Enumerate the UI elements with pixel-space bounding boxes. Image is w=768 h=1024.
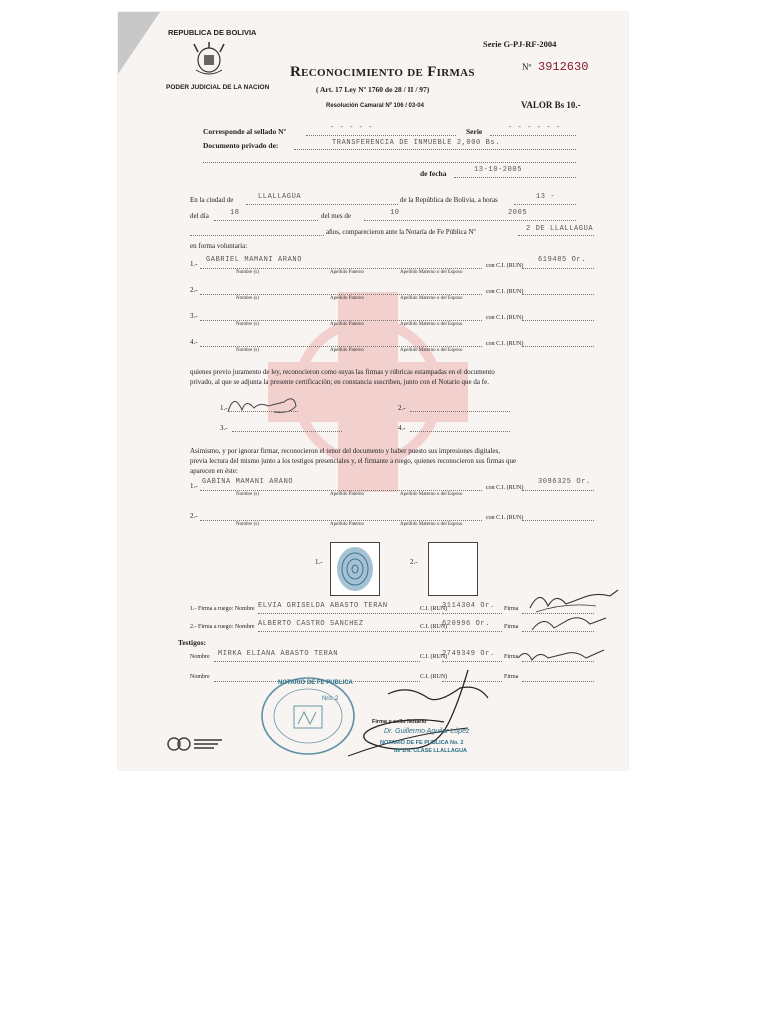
ci-label: con C.I. (RUN) [486, 341, 524, 347]
series-code: Serie G-PJ-RF-2004 [483, 39, 557, 49]
testigo-label: Nombre [190, 654, 210, 660]
notary-seal [258, 674, 358, 758]
ruego-ci: 620996 Or. [442, 620, 491, 628]
firma-label: Firma [504, 674, 519, 680]
materno-caption: Apellido Materno o del Esposo [400, 296, 463, 301]
list-item [118, 332, 628, 356]
mes-label: del mes de [321, 212, 351, 220]
row-number: 3.- [190, 312, 198, 320]
serial-number: 3912630 [538, 60, 589, 74]
row-number: 2.- [190, 286, 198, 294]
signature-1 [224, 390, 304, 420]
nombres-caption: Nombre (s) [236, 348, 259, 353]
paterno-caption: Apellido Paterno [330, 322, 365, 327]
dia-label: del día [190, 212, 209, 220]
notario-title-1: NOTARIO DE FE PUBLICA No. 2 [380, 740, 464, 746]
ruego-label: 2.- Firma a ruego: Nombre [190, 624, 255, 630]
list-item [118, 306, 628, 330]
fecha-label: de fecha [420, 169, 447, 178]
firma-number: 4.- [398, 424, 406, 432]
row-number: 1.- [190, 482, 198, 490]
juramento-line: quienes previo juramento de ley, reconocieron como suyas las firmas y rúbricas estampadas en el documento [190, 368, 495, 376]
seal-number: Nro. 2 [322, 696, 339, 702]
impresion-name: GABINA MAMANI ARANO [202, 478, 294, 486]
list-item [118, 254, 628, 278]
ruego-label: 1.- Firma a ruego: Nombre [190, 606, 255, 612]
dia-value: 18 [230, 209, 240, 217]
country-name: REPUBLICA DE BOLIVIA [168, 28, 257, 37]
list-item [118, 476, 628, 500]
ci-label: con C.I. (RUN) [486, 485, 524, 491]
firma-number: 1.- [220, 404, 228, 412]
documento-value: TRANSFERENCIA DE INMUEBLE 2,000 Bs. [332, 139, 501, 147]
ciudad-label: En la ciudad de [190, 196, 234, 204]
voluntaria-label: en forma voluntaria: [190, 242, 248, 250]
ruego-name: ALBERTO CASTRO SANCHEZ [258, 620, 364, 628]
materno-caption: Apellido Materno o del Esposo [400, 522, 463, 527]
paterno-caption: Apellido Paterno [330, 270, 365, 275]
fingerprint-box-1 [330, 542, 380, 596]
ruego-ci: 3114304 Or. [442, 602, 495, 610]
nombres-caption: Nombre (s) [236, 492, 259, 497]
firma-number: 3.- [220, 424, 228, 432]
anio-value: 2005 [508, 209, 528, 217]
document-title: Reconocimiento de Firmas [290, 64, 475, 80]
materno-caption: Apellido Materno o del Esposo [400, 492, 463, 497]
nombres-caption: Nombre (s) [236, 296, 259, 301]
huella-label: 2.- [410, 558, 418, 566]
sellado-label: Corresponde al sellado Nº [203, 127, 286, 136]
authority-name: PODER JUDICIAL DE LA NACION [166, 84, 270, 91]
mes-value: 10 [390, 209, 400, 217]
paterno-caption: Apellido Paterno [330, 296, 365, 301]
nombres-caption: Nombre (s) [236, 322, 259, 327]
signature-ruego-2 [528, 610, 612, 636]
serie-value: - - - - - - [508, 124, 561, 132]
paterno-caption: Apellido Paterno [330, 492, 365, 497]
ruego-name: ELVIA GRISELDA ABASTO TERAN [258, 602, 388, 610]
seal-text: NOTARIO DE FE PUBLICA [278, 680, 353, 686]
ci-label: con C.I. (RUN) [486, 515, 524, 521]
ci-label: C.I. (RUN) [420, 606, 448, 612]
resolution-text: Resolución Camaral Nº 106 / 03-04 [326, 103, 424, 109]
documento-label: Documento privado de: [203, 141, 279, 150]
row-number: 4.- [190, 338, 198, 346]
signature-testigo-1 [514, 644, 610, 668]
paterno-caption: Apellido Paterno [330, 522, 365, 527]
sellado-value: - - - - - [330, 124, 374, 132]
serial-prefix: Nº [522, 62, 532, 72]
row-number: 2.- [190, 512, 198, 520]
fingerprint-box-2 [428, 542, 478, 596]
juramento-paragraph [190, 367, 495, 387]
materno-caption: Apellido Materno o del Esposo [400, 348, 463, 353]
compareciente-name: GABRIEL MAMANI ARANO [206, 256, 303, 264]
fecha-value: 13-10-2005 [474, 166, 523, 174]
huella-label: 1.- [315, 558, 323, 566]
ci-label: con C.I. (RUN) [486, 315, 524, 321]
notaria-value: 2 DE LLALLAGUA [526, 225, 594, 233]
serie-label: Serie [466, 127, 483, 136]
document-sheet [118, 12, 628, 770]
testigo-name: MIRKA ELIANA ABASTO TERAN [218, 650, 339, 658]
fingerprint-icon [331, 543, 379, 595]
ciudad-value: LLALLAGUA [258, 193, 302, 201]
notario-firma-label: Firma y sello Notario [372, 719, 427, 725]
juramento-line: privado, al que se adjunta la presente certificación; en constancia suscriben, junto con el Notario que da fe. [190, 378, 489, 386]
list-item [118, 280, 628, 304]
anios-label: años, comparecieron ante la Notaría de Fe Pública Nº [326, 228, 476, 236]
list-item [118, 506, 628, 530]
impresion-ci: 3086325 Or. [538, 478, 591, 486]
materno-caption: Apellido Materno o del Esposo [400, 270, 463, 275]
coat-of-arms-icon [192, 40, 226, 76]
republica-label: de la República de Bolivia, a horas [400, 196, 498, 204]
nombres-caption: Nombre (s) [236, 270, 259, 275]
asimismo-paragraph [190, 446, 516, 476]
ci-label: con C.I. (RUN) [486, 289, 524, 295]
materno-caption: Apellido Materno o del Esposo [400, 322, 463, 327]
notario-name: Dr. Guillermo Aguilar López [384, 728, 470, 735]
ci-label: C.I. (RUN) [420, 674, 448, 680]
paterno-caption: Apellido Paterno [330, 348, 365, 353]
folded-corner [118, 12, 160, 74]
nombres-caption: Nombre (s) [236, 522, 259, 527]
horas-value: 13 - [536, 193, 556, 201]
firma-label: Firma [504, 654, 519, 660]
asimismo-line: aparecen en éste: [190, 467, 238, 475]
testigos-label: Testigos: [178, 638, 207, 647]
notario-title-2: de 1ra. CLASE LLALLAGUA [394, 748, 468, 754]
ci-label: C.I. (RUN) [420, 654, 448, 660]
testigo-ci: 2749349 Or. [442, 650, 495, 658]
testigo-label: Nombre [190, 674, 210, 680]
value-stamp: VALOR Bs 10.- [521, 100, 581, 110]
row-number: 1.- [190, 260, 198, 268]
asimismo-line: Asimismo, y por ignorar firmar, reconocieron el tenor del documento y haber puesto sus impresiones digitales, [190, 447, 500, 455]
asimismo-line: previa lectura del mismo junto a los testigos presenciales y, el firmante a ruego, quienes reconocieron sus firmas que [190, 457, 517, 465]
ci-label: C.I. (RUN) [420, 624, 448, 630]
firma-label: Firma [504, 624, 519, 630]
ci-label: con C.I. (RUN) [486, 263, 524, 269]
printer-logo-icon [166, 734, 226, 754]
firma-label: Firma [504, 606, 519, 612]
firma-number: 2.- [398, 404, 406, 412]
document-subtitle: ( Art. 17 Ley Nº 1760 de 28 / II / 97) [316, 85, 430, 94]
compareciente-ci: 619485 Or. [538, 256, 587, 264]
